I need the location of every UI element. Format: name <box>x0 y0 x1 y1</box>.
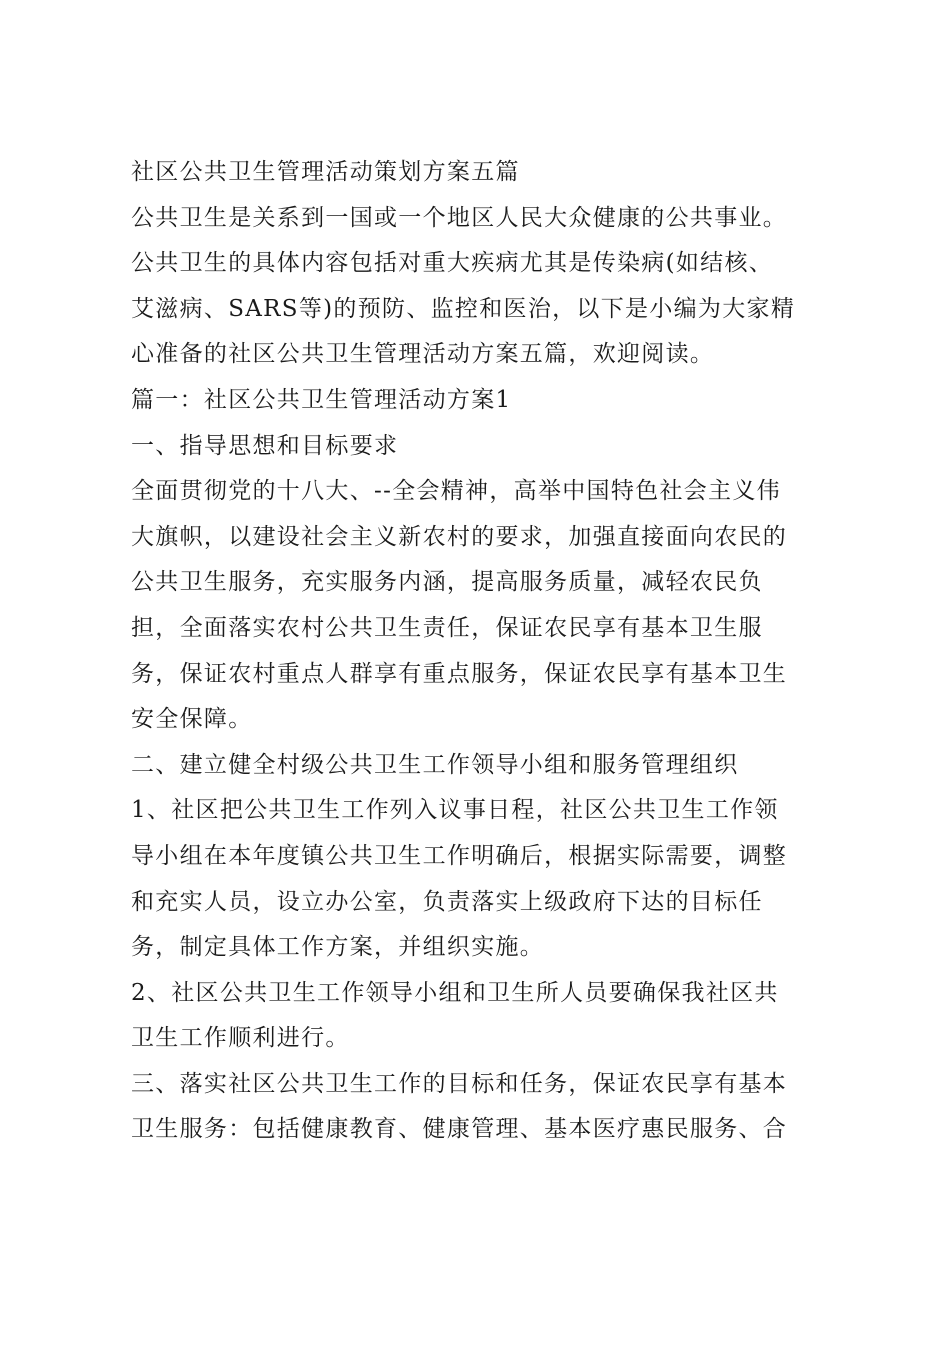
paragraph-line: 和充实人员，设立办公室，负责落实上级政府下达的目标任 <box>131 888 763 915</box>
intro-line-2: 公共卫生的具体内容包括对重大疾病尤其是传染病(如结核、 <box>131 250 774 277</box>
paragraph-line: 务，制定具体工作方案，并组织实施。 <box>131 934 545 961</box>
intro-line-1: 公共卫生是关系到一国或一个地区人民大众健康的公共事业。 <box>131 204 788 231</box>
paragraph-line: 卫生工作顺利进行。 <box>131 1025 350 1052</box>
paragraph-line: 全面贯彻党的十八大、--全会精神，高举中国特色社会主义伟 <box>131 478 781 505</box>
paragraph-line: 导小组在本年度镇公共卫生工作明确后，根据实际需要，调整 <box>131 842 788 869</box>
paragraph-line: 1、社区把公共卫生工作列入议事日程，社区公共卫生工作领 <box>131 797 779 824</box>
paragraph-line: 大旗帜，以建设社会主义新农村的要求，加强直接面向农民的 <box>131 523 788 550</box>
document-body <box>131 150 831 1153</box>
paragraph-line: 安全保障。 <box>131 706 253 733</box>
paragraph-line: 2、社区公共卫生工作领导小组和卫生所人员要确保我社区共 <box>131 979 779 1006</box>
intro-line-3: 艾滋病、SARS等)的预防、监控和医治，以下是小编为大家精 <box>131 295 796 322</box>
heading-guiding-ideology: 一、指导思想和目标要求 <box>131 432 399 459</box>
section-heading-part-1: 篇一：社区公共卫生管理活动方案1 <box>131 386 512 413</box>
heading-goals-tasks: 三、落实社区公共卫生工作的目标和任务，保证农民享有基本 <box>131 1070 788 1097</box>
paragraph-line: 公共卫生服务，充实服务内涵，提高服务质量，减轻农民负 <box>131 569 763 596</box>
paragraph-line: 卫生服务：包括健康教育、健康管理、基本医疗惠民服务、合 <box>131 1116 788 1143</box>
document-title: 社区公共卫生管理活动策划方案五篇 <box>131 159 520 185</box>
paragraph-line: 务，保证农村重点人群享有重点服务，保证农民享有基本卫生 <box>131 660 788 687</box>
heading-organization: 二、建立健全村级公共卫生工作领导小组和服务管理组织 <box>131 751 739 778</box>
intro-line-4: 心准备的社区公共卫生管理活动方案五篇，欢迎阅读。 <box>131 341 715 368</box>
paragraph-line: 担，全面落实农村公共卫生责任，保证农民享有基本卫生服 <box>131 614 763 641</box>
